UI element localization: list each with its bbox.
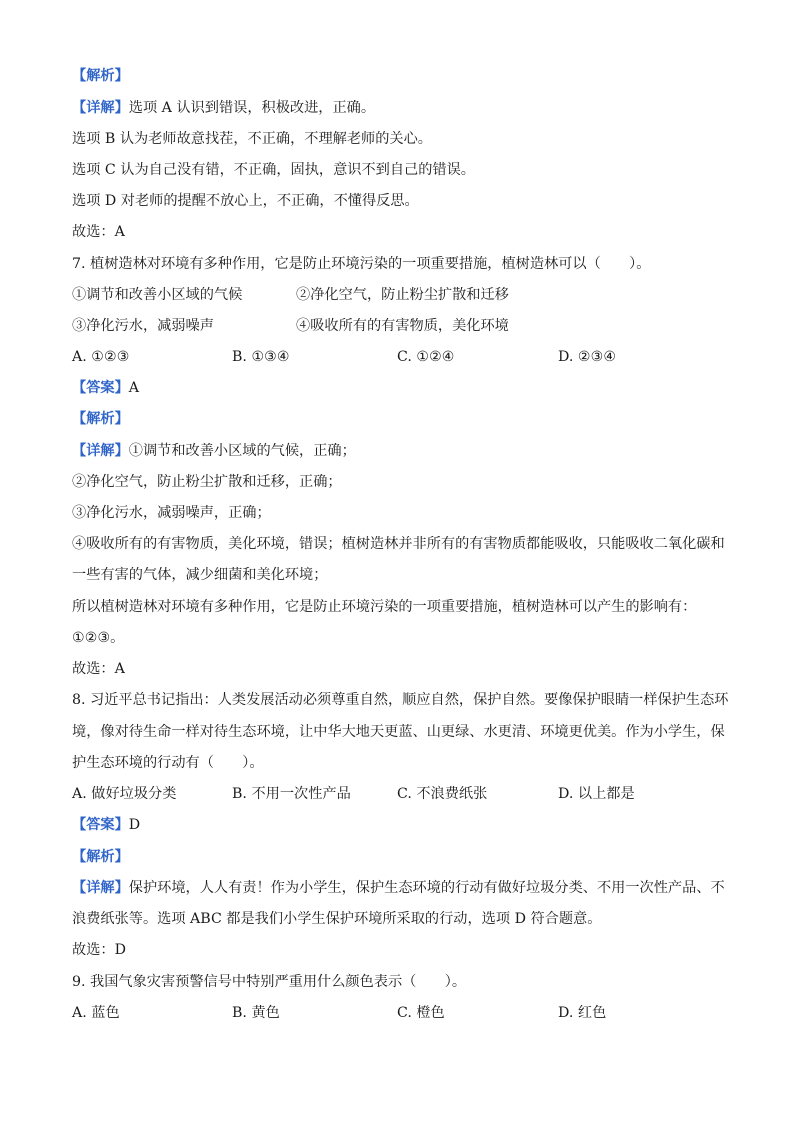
question-8-stem: 境，像对待生命一样对待生态环境，让中华大地天更蓝、山更绿、水更清、环境更优美。作为小学生，保 [72,724,725,740]
q7-item: ④吸收所有的有害物质，美化环境 [296,318,509,334]
q8-option-b: B. 不用一次性产品 [232,786,351,802]
q7-item: ②净化空气，防止粉尘扩散和迁移 [296,287,509,303]
text-line: 所以植树造林对环境有多种作用，它是防止环境污染的一项重要措施，植树造林可以产生的影响有： [72,599,697,615]
q9-option-b: B. 黄色 [232,1005,280,1021]
detail-line: 【详解】选项 A 认识到错误，积极改进，正确。 [72,100,376,116]
question-9-stem: 9. 我国气象灾害预警信号中特别严重用什么颜色表示（ ）。 [72,974,467,990]
q7-detail-line: 【详解】①调节和改善小区域的气候，正确； [72,443,356,459]
text-line: 浪费纸张等。选项 ABC 都是我们小学生保护环境所采取的行动，选项 D 符合题意。 [72,911,602,927]
q7-option-d: D. ②③④ [558,349,617,365]
q8-answer: 【答案】D [72,817,141,833]
q8-detail-line: 【详解】保护环境，人人有责！作为小学生，保护生态环境的行动有做好垃圾分类、不用一次性产品、不 [72,880,725,896]
q7-option-c: C. ①②④ [397,349,455,365]
question-7-stem: 7. 植树造林对环境有多种作用，它是防止环境污染的一项重要措施，植树造林可以（ ）。 [72,256,651,272]
question-8-stem: 护生态环境的行动有（ ）。 [72,755,264,771]
q7-item: ③净化污水，减弱噪声 [72,318,214,334]
analysis-heading: 【解析】 [72,68,129,84]
text-line: ②净化空气，防止粉尘扩散和迁移，正确； [72,474,342,490]
q7-option-a: A. ①②③ [72,349,130,365]
q9-option-c: C. 橙色 [397,1005,445,1021]
text-line: 选项 B 认为老师故意找茬，不正确，不理解老师的关心。 [72,131,432,147]
q7-option-b: B. ①③④ [232,349,290,365]
q7-answer: 【答案】A [72,380,140,396]
q8-option-d: D. 以上都是 [558,786,635,802]
q8-option-a: A. 做好垃圾分类 [72,786,177,802]
q8-option-c: C. 不浪费纸张 [397,786,488,802]
answer-line: 故选：A [72,661,125,677]
text-line: ①②③。 [72,630,125,646]
q7-analysis-heading: 【解析】 [72,411,129,427]
q9-option-d: D. 红色 [558,1005,607,1021]
question-8-stem: 8. 习近平总书记指出：人类发展活动必须尊重自然，顺应自然，保护自然。要像保护眼睛一样保护生态环 [72,692,729,708]
answer-line: 故选：D [72,942,126,958]
text-line: 选项 D 对老师的提醒不放心上，不正确，不懂得反思。 [72,193,419,209]
q8-analysis-heading: 【解析】 [72,849,129,865]
text-line: 选项 C 认为自己没有错，不正确，固执，意识不到自己的错误。 [72,162,475,178]
answer-line: 故选：A [72,224,125,240]
text-line: ③净化污水，减弱噪声，正确； [72,505,271,521]
text-line: 一些有害的气体，减少细菌和美化环境； [72,567,328,583]
text-line: ④吸收所有的有害物质，美化环境，错误；植树造林并非所有的有害物质都能吸收，只能吸收二氧化碳和 [72,536,725,552]
q7-item: ①调节和改善小区域的气候 [72,287,243,303]
q9-option-a: A. 蓝色 [72,1005,120,1021]
